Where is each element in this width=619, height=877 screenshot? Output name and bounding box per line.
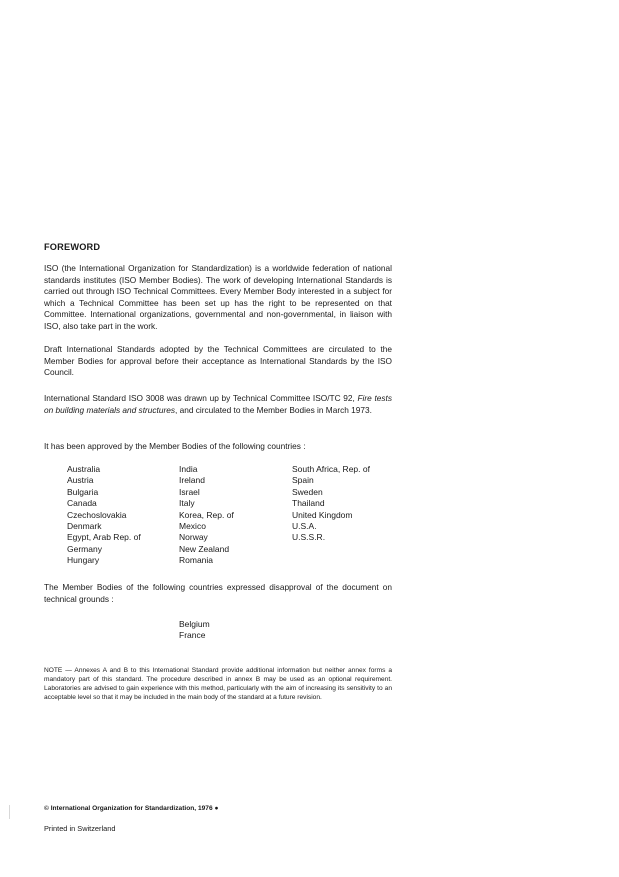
paragraph-committee bbox=[44, 393, 392, 416]
country-item: Germany bbox=[67, 543, 102, 554]
countries-column-1 bbox=[67, 464, 141, 567]
country-item: Romania bbox=[179, 555, 214, 566]
countries-column-3 bbox=[292, 464, 370, 544]
note-annexes: NOTE — Annexes A and B to this International Standard provide additional information but neither annex forms a mandatory part of this standard. The procedure described in annex B may be used as an optional requirement. Laboratories are advised to gain experience with this method, particularly with the aim of increasing its sensitivity to an acceptable level so that it may be included in the main body of the standard at a future revision. bbox=[44, 667, 392, 701]
disapproving-countries-list bbox=[179, 619, 210, 642]
country-item: U.S.S.R. bbox=[292, 532, 326, 543]
country-item: United Kingdom bbox=[292, 509, 353, 520]
paragraph-approval: It has been approved by the Member Bodies of the following countries : bbox=[44, 441, 306, 451]
country-item: Sweden bbox=[292, 486, 323, 497]
paragraph-committee-title: Fire tests on building materials and structures bbox=[44, 393, 392, 415]
country-item: South Africa, Rep. of bbox=[292, 464, 370, 474]
country-item: Norway bbox=[179, 532, 208, 543]
country-item: Canada bbox=[67, 498, 97, 509]
country-item: Belgium bbox=[179, 619, 210, 629]
copyright-line: © International Organization for Standardization, 1976 ● bbox=[44, 805, 219, 812]
printed-in-line: Printed in Switzerland bbox=[44, 824, 116, 833]
paragraph-committee-text-2: , and circulated to the Member Bodies in March 1973. bbox=[174, 404, 372, 415]
country-item: Korea, Rep. of bbox=[179, 509, 234, 520]
country-item: Australia bbox=[67, 464, 101, 474]
country-item: Spain bbox=[292, 475, 314, 486]
countries-column-2 bbox=[179, 464, 234, 567]
scan-mark bbox=[9, 805, 10, 819]
country-item: Egypt, Arab Rep. of bbox=[67, 532, 141, 543]
paragraph-iso-intro: ISO (the International Organization for Standardization) is a worldwide federation of national standards institutes (ISO Member Bodies). The work of developing International Standards is carried out through ISO Technical Committees. Every Member Body interested in a subject for which a Technical Committee has been set up has the right to be represented on that Committee. International organizations, governmental and non-governmental, in liaison with ISO, also take part in the work. bbox=[44, 263, 392, 331]
country-item: Thailand bbox=[292, 498, 325, 509]
country-item: Mexico bbox=[179, 521, 206, 532]
foreword-heading: FOREWORD bbox=[44, 242, 101, 252]
country-item: Czechoslovakia bbox=[67, 509, 127, 520]
country-item: Austria bbox=[67, 475, 94, 486]
country-item: Hungary bbox=[67, 555, 100, 566]
country-item: Israel bbox=[179, 486, 200, 497]
country-item: France bbox=[179, 630, 206, 641]
country-item: Italy bbox=[179, 498, 195, 509]
paragraph-disapproval: The Member Bodies of the following countries expressed disapproval of the document on technical grounds : bbox=[44, 582, 392, 604]
country-item: Denmark bbox=[67, 521, 102, 532]
country-item: Bulgaria bbox=[67, 486, 99, 497]
paragraph-draft-standards: Draft International Standards adopted by the Technical Committees are circulated to the Member Bodies for approval before their acceptance as International Standards by the ISO Council. bbox=[44, 344, 392, 377]
country-item: India bbox=[179, 464, 198, 474]
country-item: New Zealand bbox=[179, 543, 230, 554]
paragraph-committee-text-1: International Standard ISO 3008 was drawn up by Technical Committee ISO/TC 92, bbox=[44, 393, 358, 403]
country-item: Ireland bbox=[179, 475, 205, 486]
country-item: U.S.A. bbox=[292, 521, 317, 532]
